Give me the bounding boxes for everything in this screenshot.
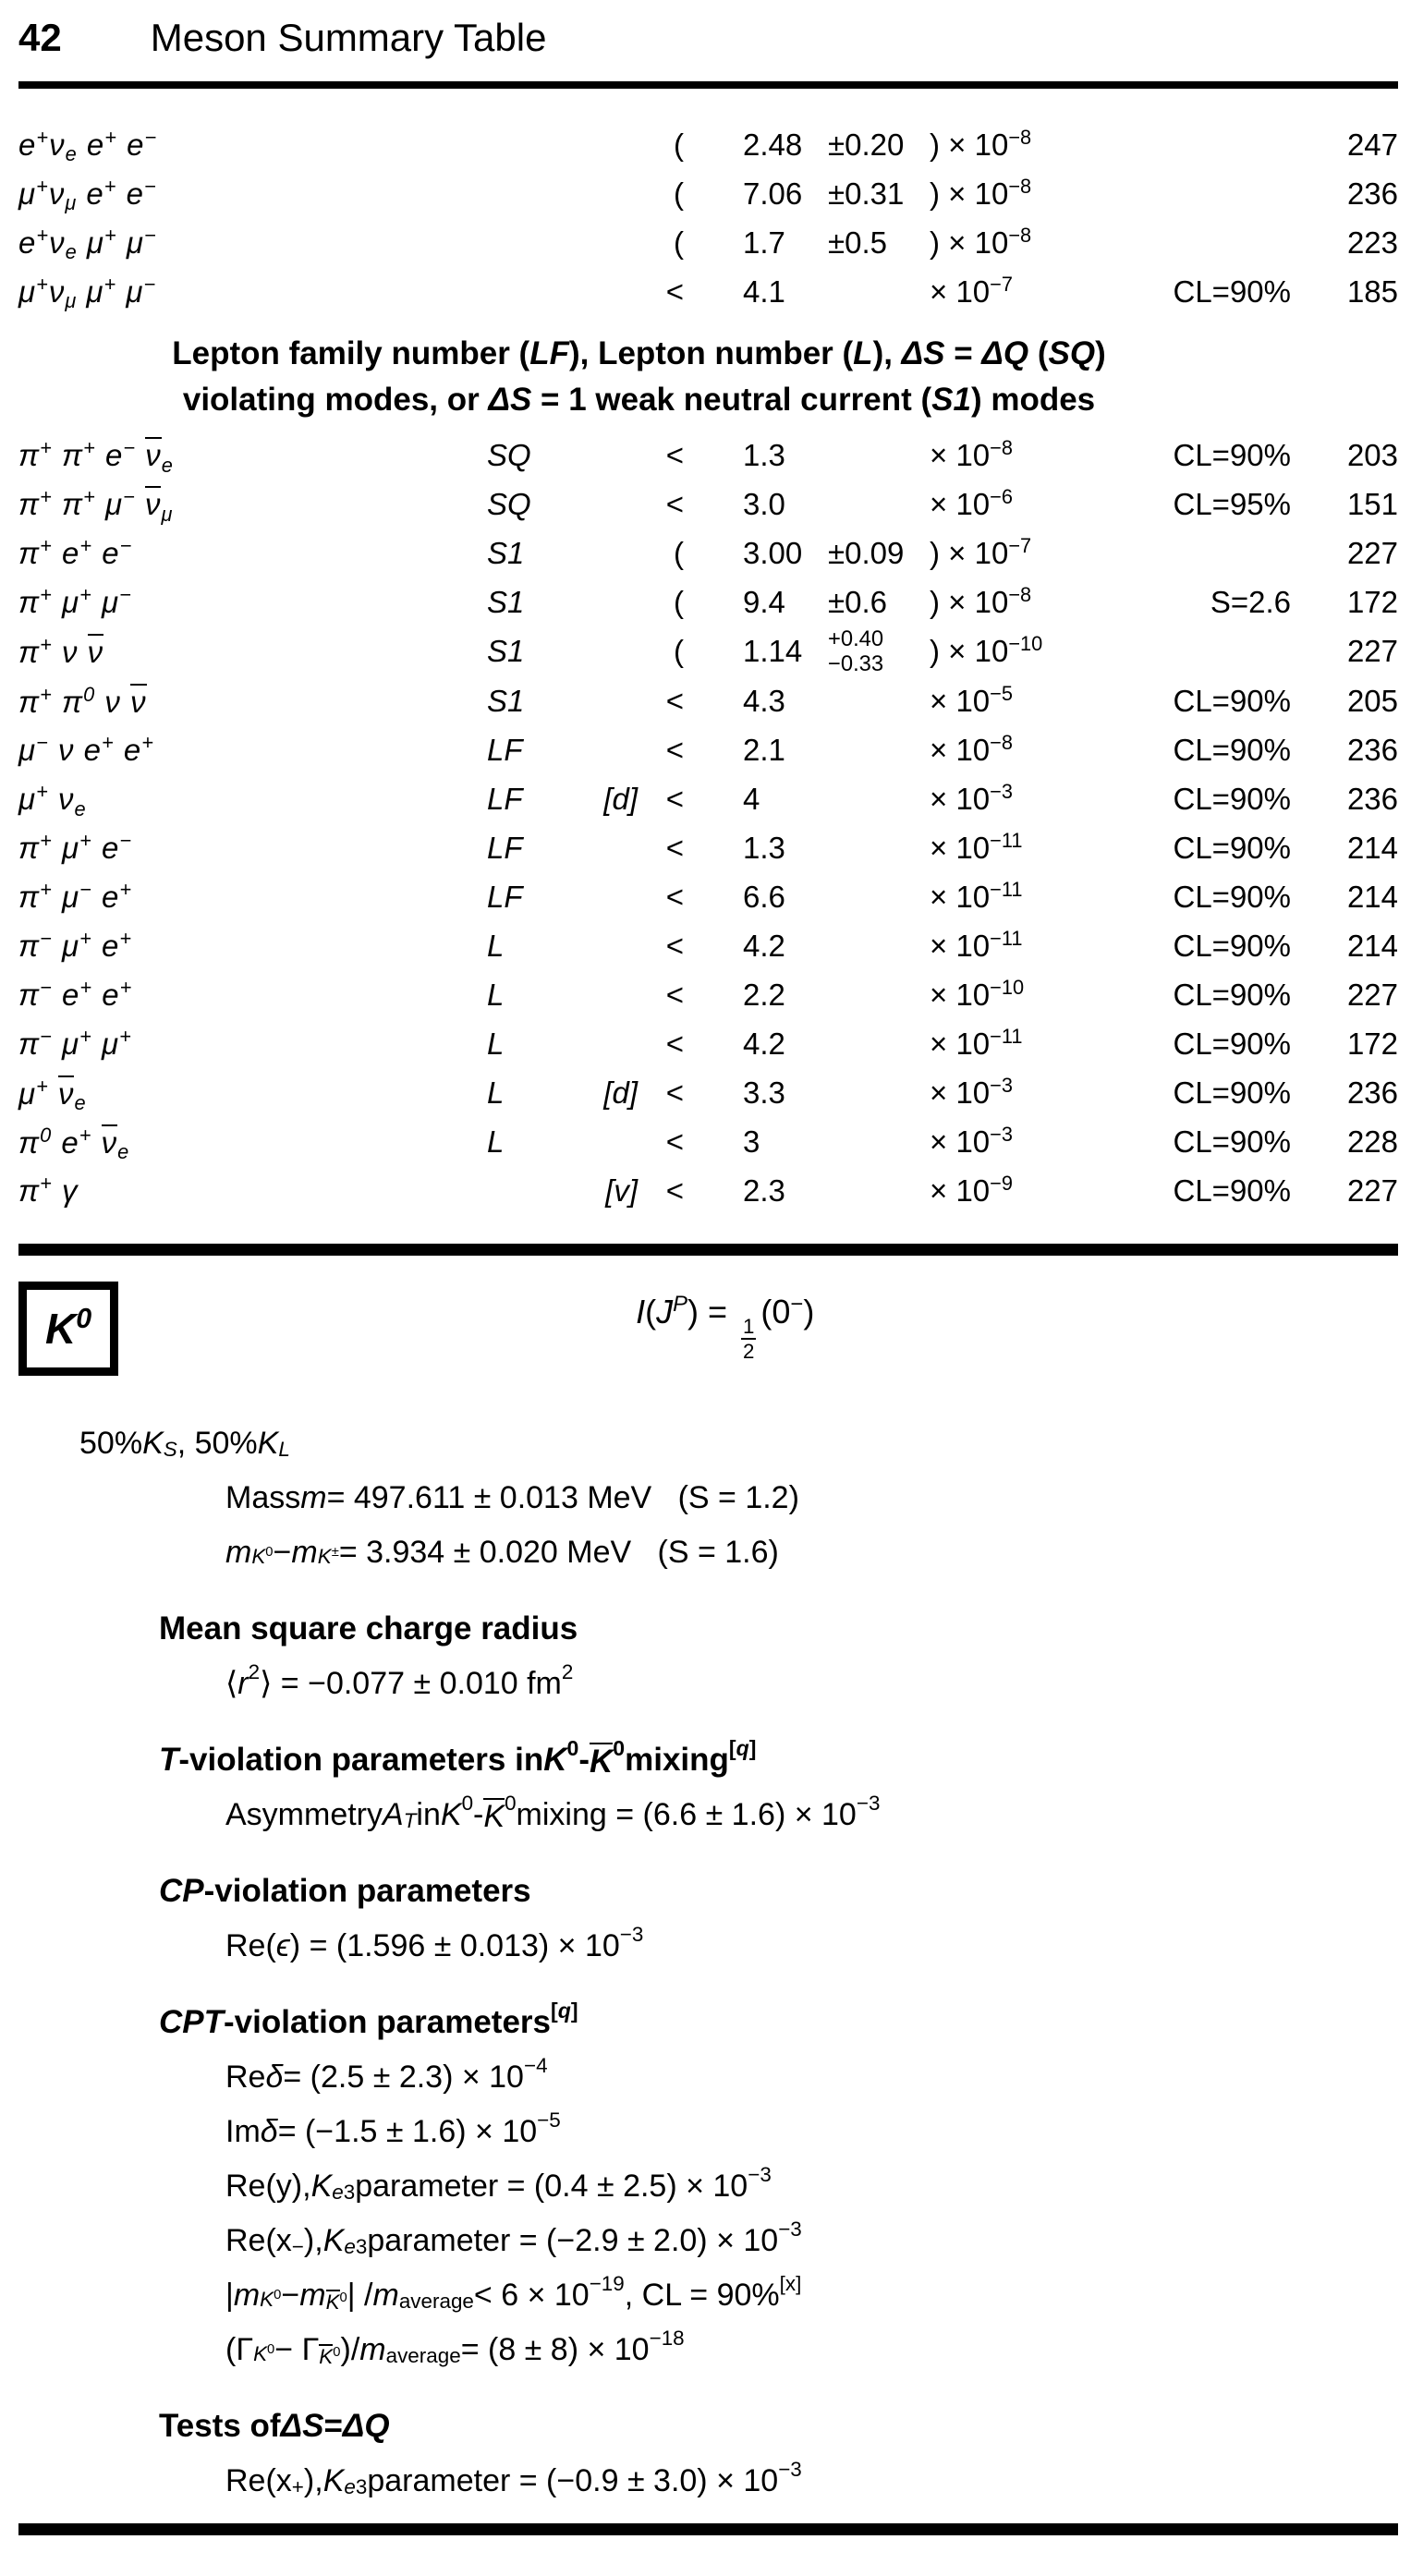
page-ref: 172 xyxy=(1346,584,1398,619)
confidence-level: CL=90% xyxy=(1173,831,1291,866)
page-ref: 247 xyxy=(1346,127,1398,162)
k0-subheading: CP -violation parameters xyxy=(159,1873,531,1910)
k0-property-line: | m $_{K^0}$ − m $_{K^0}$ | / m $_{average}$ < 6 × 10 $^{-19}$ , CL = 90% [x] xyxy=(225,2271,802,2315)
confidence-level: CL=90% xyxy=(1173,273,1291,309)
quantum-numbers: $I(J^P)$ = $\frac{1}{2}$ (0−) xyxy=(636,1292,815,1364)
k0-property-line: Asymmetry A $_T$ in K $^0$ - K $^0$ mixing = (6.6 ± 1.6) × 10 $^{-3}$ xyxy=(225,1791,881,1834)
relation-symbol: < xyxy=(665,486,684,521)
violation-tag: LF xyxy=(487,733,523,768)
confidence-level: CL=90% xyxy=(1173,978,1291,1013)
decay-mode: $e^+\nu_e$ e+ e− xyxy=(18,125,158,166)
scale-factor: ) × $10^{-8}$ xyxy=(930,223,1032,260)
page-title: Meson Summary Table xyxy=(150,16,547,59)
decay-mode: $\pi^0$ e+ $\nu_e$ xyxy=(18,1123,130,1164)
branching-value: 4.2 xyxy=(743,929,785,964)
page-ref: 227 xyxy=(1346,1173,1398,1209)
relation-symbol: < xyxy=(665,880,684,915)
k0-property-line: Re δ = (2.5 ± 2.3) × 10 $^{-4}$ xyxy=(225,2053,548,2095)
relation-symbol: < xyxy=(665,1173,684,1209)
relation-symbol: ( xyxy=(674,127,684,162)
page-ref: 228 xyxy=(1346,1124,1398,1160)
confidence-level: CL=90% xyxy=(1173,1124,1291,1160)
decay-mode-row xyxy=(18,169,1398,218)
confidence-level: S=2.6 xyxy=(1210,584,1291,619)
violation-tag: L xyxy=(487,978,505,1013)
violation-tag: LF xyxy=(487,880,523,915)
branching-value: 1.3 xyxy=(743,831,785,866)
k0-subheading: T -violation parameters in K $^0$ - K $^0$ mixing [q ] xyxy=(159,1736,757,1780)
page-number: 42 xyxy=(18,16,62,59)
k0-subheading: CPT -violation parameters [q ] xyxy=(159,1999,578,2041)
page-ref: 185 xyxy=(1346,273,1398,309)
confidence-level: CL=90% xyxy=(1173,1027,1291,1062)
error-value: ±0.31 xyxy=(828,176,905,211)
scale-factor: × $10^{-8}$ xyxy=(930,435,1013,472)
decay-mode: π+ μ+ μ− xyxy=(18,582,132,619)
relation-symbol: < xyxy=(665,733,684,768)
page-ref: 214 xyxy=(1346,831,1398,866)
bottom-rule xyxy=(18,2523,1398,2535)
error-value: ±0.09 xyxy=(828,535,905,570)
page-ref: 236 xyxy=(1346,176,1398,211)
page-ref: 172 xyxy=(1346,1027,1398,1062)
error-value: ±0.20 xyxy=(828,127,905,162)
scale-factor: × $10^{-10}$ xyxy=(930,976,1025,1013)
decay-mode: π+ γ xyxy=(18,1172,79,1209)
scale-factor: × $10^{-8}$ xyxy=(930,731,1013,768)
relation-symbol: < xyxy=(665,1075,684,1111)
k0-property-line: Re(y), K $_{e 3}$ parameter = (0.4 ± 2.5) × 10 $^{-3}$ xyxy=(225,2162,772,2204)
page-ref: 227 xyxy=(1346,634,1398,669)
scale-factor: ) × $10^{-8}$ xyxy=(930,582,1032,619)
decay-mode: μ+ $\nu_e$ xyxy=(18,1074,87,1115)
relation-symbol: ( xyxy=(674,176,684,211)
confidence-level: CL=90% xyxy=(1173,1075,1291,1111)
scale-factor: × $10^{-11}$ xyxy=(930,927,1023,964)
section-divider-rule xyxy=(18,1244,1398,1256)
branching-value: 2.3 xyxy=(743,1173,785,1209)
k0-property-line: Re( ϵ ) = (1.596 ± 0.013) × 10 $^{-3}$ xyxy=(225,1922,644,1963)
page-ref: 214 xyxy=(1346,929,1398,964)
confidence-level: CL=90% xyxy=(1173,880,1291,915)
decay-mode-row xyxy=(18,1020,1398,1069)
page-ref: 236 xyxy=(1346,782,1398,817)
decay-mode-row xyxy=(18,726,1398,775)
decay-mode: $\mu^+\nu_\mu$ μ+ μ− xyxy=(18,272,157,313)
k0-subheading: Tests of ΔS = ΔQ xyxy=(159,2408,390,2445)
page-ref: 203 xyxy=(1346,437,1398,472)
branching-value: 3.00 xyxy=(743,535,803,570)
violation-tag: S1 xyxy=(487,535,525,570)
relation-symbol: < xyxy=(665,782,684,817)
branching-value: 2.1 xyxy=(743,733,785,768)
page-ref: 223 xyxy=(1346,225,1398,260)
violation-tag: L xyxy=(487,1124,505,1160)
relation-symbol: < xyxy=(665,929,684,964)
scale-factor: × $10^{-11}$ xyxy=(930,1025,1023,1062)
decay-mode-row xyxy=(18,267,1398,316)
relation-symbol: < xyxy=(665,831,684,866)
decay-mode-row xyxy=(18,431,1398,480)
relation-symbol: ( xyxy=(674,634,684,669)
decay-mode: μ+ $\nu_e$ xyxy=(18,780,87,820)
scale-factor: × $10^{-3}$ xyxy=(930,780,1013,817)
decay-mode-row xyxy=(18,971,1398,1020)
confidence-level: CL=90% xyxy=(1173,929,1291,964)
decay-mode: $\mu^+\nu_\mu$ e+ e− xyxy=(18,174,157,215)
decay-mode: $e^+\nu_e$ μ+ μ− xyxy=(18,223,157,264)
relation-symbol: < xyxy=(665,1124,684,1160)
k0-property-line: (Γ $_{K^0}$ − Γ $_{K^0}$ )/ m $_{average}$ = (8 ± 8) × 10 $^{-18}$ xyxy=(225,2326,685,2369)
confidence-level: CL=90% xyxy=(1173,782,1291,817)
decay-mode: π+ $\pi^0$ ν ν xyxy=(18,682,147,719)
relation-symbol: < xyxy=(665,437,684,472)
page-ref: 205 xyxy=(1346,684,1398,719)
confidence-level: CL=90% xyxy=(1173,684,1291,719)
k0-property-line: Re(x $_+$ ), K $_{e 3}$ parameter = (−0.9 ± 3.0) × 10 $^{-3}$ xyxy=(225,2457,802,2498)
relation-symbol: ( xyxy=(674,535,684,570)
k0-property-line: m $_{K^0}$ − m $_{K^\pm}$ = 3.934 ± 0.020 MeV (S = 1.6) xyxy=(225,1534,779,1570)
decay-mode-row xyxy=(18,922,1398,971)
decay-mode: π+ e+ e− xyxy=(18,533,133,570)
confidence-level: CL=90% xyxy=(1173,437,1291,472)
relation-symbol: < xyxy=(665,684,684,719)
branching-value: 4.1 xyxy=(743,273,785,309)
relation-symbol: < xyxy=(665,978,684,1013)
k0-property-line: 50% K $_S$ , 50% K $_L$ xyxy=(79,1425,290,1461)
violation-tag: S1 xyxy=(487,584,525,619)
scale-factor: × $10^{-11}$ xyxy=(930,829,1023,866)
decay-mode: π− μ+ e+ xyxy=(18,927,133,964)
relation-symbol: < xyxy=(665,1027,684,1062)
page-ref: 236 xyxy=(1346,733,1398,768)
page-ref: 236 xyxy=(1346,1075,1398,1111)
scale-factor: × $10^{-6}$ xyxy=(930,484,1013,521)
violation-tag: LF xyxy=(487,782,523,817)
branching-value: 1.14 xyxy=(743,634,803,669)
branching-value: 4 xyxy=(743,782,760,817)
page-ref: 151 xyxy=(1346,486,1398,521)
scale-factor: × $10^{-7}$ xyxy=(930,272,1013,309)
branching-value: 2.48 xyxy=(743,127,803,162)
branching-value: 4.2 xyxy=(743,1027,785,1062)
decay-mode: π+ π+ μ− $\nu_\mu$ xyxy=(18,485,174,526)
error-value: ±0.6 xyxy=(828,584,887,619)
decay-mode: π+ ν ν xyxy=(18,632,104,669)
k0-property-line: Re(x $_-$ ), K $_{e 3}$ parameter = (−2.9 ± 2.0) × 10 $^{-3}$ xyxy=(225,2217,802,2258)
scale-factor: × $10^{-3}$ xyxy=(930,1123,1013,1160)
relation-symbol: ( xyxy=(674,584,684,619)
decay-mode-row xyxy=(18,873,1398,922)
k0-property-line: ⟨ r $^2$ ⟩ = −0.077 ± 0.010 fm $^2$ xyxy=(225,1659,574,1702)
decay-mode-row xyxy=(18,120,1398,169)
page-ref: 227 xyxy=(1346,978,1398,1013)
error-value: +0.40 −0.33 xyxy=(828,626,884,677)
branching-value: 3.3 xyxy=(743,1075,785,1111)
decay-mode: π+ μ− e+ xyxy=(18,878,133,915)
decay-mode-row xyxy=(18,1069,1398,1118)
k0-header xyxy=(18,1282,1398,1376)
violation-tag: L xyxy=(487,929,505,964)
violation-tag: S1 xyxy=(487,684,525,719)
decay-mode: π+ μ+ e− xyxy=(18,829,133,866)
decay-mode-row xyxy=(18,529,1398,577)
branching-value: 1.3 xyxy=(743,437,785,472)
violation-tag: L xyxy=(487,1075,505,1111)
footnote-ref: [v] xyxy=(605,1173,638,1209)
decay-mode-row xyxy=(18,480,1398,529)
branching-value: 6.6 xyxy=(743,880,785,915)
header-rule xyxy=(18,81,1398,89)
page-ref: 227 xyxy=(1346,535,1398,570)
section-header xyxy=(18,331,1259,423)
decay-mode-row xyxy=(18,824,1398,873)
relation-symbol: < xyxy=(665,273,684,309)
k0-property-line: Mass m = 497.611 ± 0.013 MeV (S = 1.2) xyxy=(225,1479,799,1515)
confidence-level: CL=95% xyxy=(1173,486,1291,521)
decay-mode-row xyxy=(18,218,1398,267)
decay-mode-row xyxy=(18,1167,1398,1216)
decay-mode-row xyxy=(18,677,1398,726)
branching-value: 2.2 xyxy=(743,978,785,1013)
scale-factor: × $10^{-5}$ xyxy=(930,682,1013,719)
violation-tag: L xyxy=(487,1027,505,1062)
scale-factor: ) × $10^{-10}$ xyxy=(930,632,1043,669)
violation-tag: S1 xyxy=(487,634,525,669)
footnote-ref: [d] xyxy=(603,1075,638,1111)
scale-factor: ) × $10^{-8}$ xyxy=(930,125,1032,162)
particle-box xyxy=(18,1282,118,1376)
decay-mode: π− μ+ μ+ xyxy=(18,1025,132,1062)
section-header-line: Lepton family number (LF), Lepton number (L), ΔS = ΔQ (SQ) xyxy=(172,335,1106,371)
decay-mode: π− e+ e+ xyxy=(18,976,133,1013)
page-header xyxy=(18,15,1398,61)
scale-factor: × $10^{-3}$ xyxy=(930,1074,1013,1111)
scale-factor: ) × $10^{-8}$ xyxy=(930,174,1032,211)
decay-table xyxy=(18,120,1398,1216)
decay-mode: π+ π+ e− $\nu_e$ xyxy=(18,436,174,477)
violation-tag: SQ xyxy=(487,437,531,472)
scale-factor: × $10^{-11}$ xyxy=(930,878,1023,915)
scale-factor: × $10^{-9}$ xyxy=(930,1172,1013,1209)
k0-subheading: Mean square charge radius xyxy=(159,1610,578,1647)
section-header-line: violating modes, or ΔS = 1 weak neutral current (S1) modes xyxy=(182,382,1096,418)
particle-name: $K^0$ xyxy=(45,1303,92,1353)
decay-mode: μ− ν e+ e+ xyxy=(18,731,154,768)
scale-factor: ) × $10^{-7}$ xyxy=(930,533,1032,570)
relation-symbol: ( xyxy=(674,225,684,260)
decay-mode-row xyxy=(18,1118,1398,1167)
decay-mode-row xyxy=(18,577,1398,626)
branching-value: 4.3 xyxy=(743,684,785,719)
violation-tag: LF xyxy=(487,831,523,866)
k0-property-line: Im δ = (−1.5 ± 1.6) × 10 $^{-5}$ xyxy=(225,2108,561,2149)
branching-value: 3 xyxy=(743,1124,760,1160)
branching-value: 1.7 xyxy=(743,225,785,260)
branching-value: 3.0 xyxy=(743,486,785,521)
confidence-level: CL=90% xyxy=(1173,1173,1291,1209)
branching-value: 7.06 xyxy=(743,176,803,211)
violation-tag: SQ xyxy=(487,486,531,521)
footnote-ref: [d] xyxy=(603,782,638,817)
error-value: ±0.5 xyxy=(828,225,887,260)
confidence-level: CL=90% xyxy=(1173,733,1291,768)
k0-section xyxy=(18,1416,1398,2509)
decay-mode-row xyxy=(18,775,1398,824)
decay-mode-row xyxy=(18,626,1398,677)
page-ref: 214 xyxy=(1346,880,1398,915)
branching-value: 9.4 xyxy=(743,584,785,619)
